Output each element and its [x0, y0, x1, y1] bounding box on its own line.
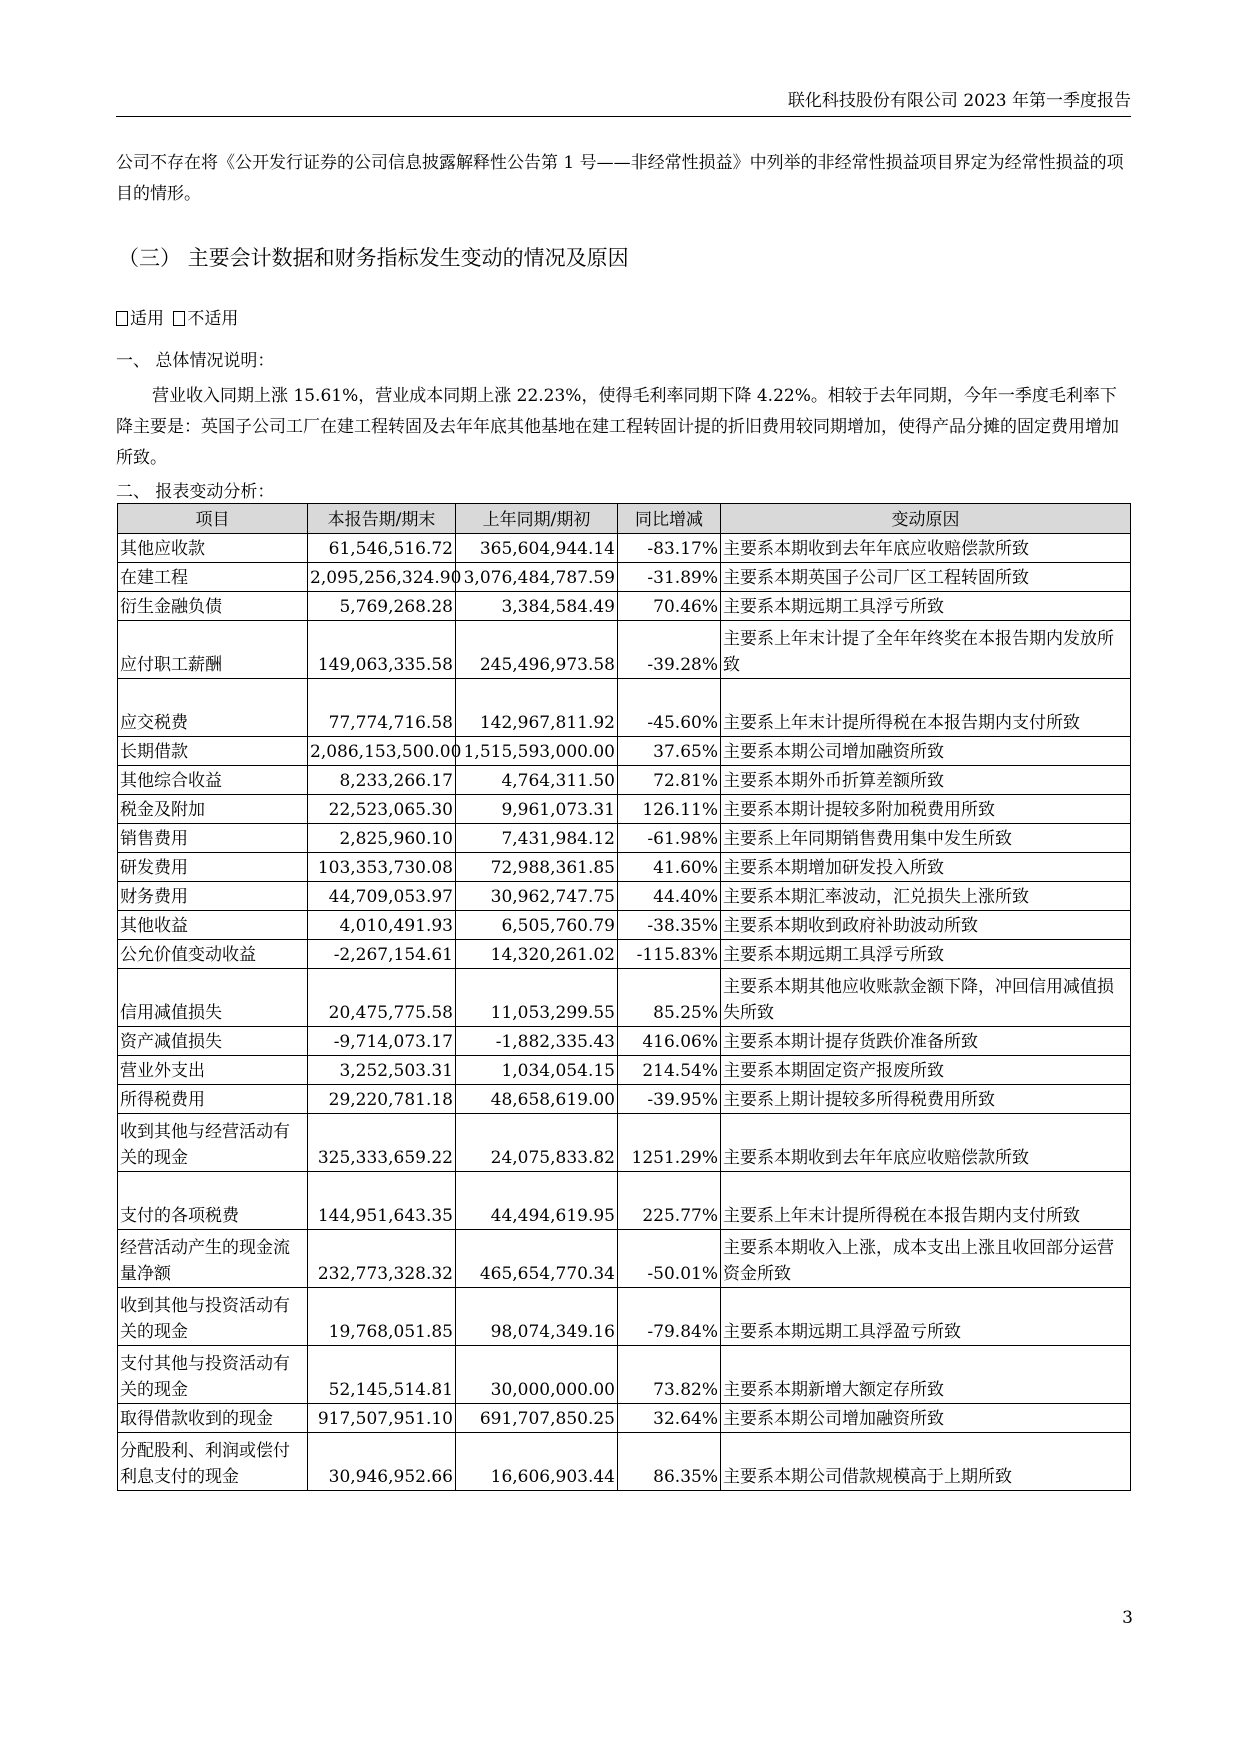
cell-reason: 主要系本期远期工具浮亏所致 — [721, 940, 1131, 969]
cell-reason: 主要系本期收到去年年底应收赔偿款所致 — [721, 534, 1131, 563]
cell-reason: 主要系上年末计提了全年年终奖在本报告期内发放所致 — [721, 621, 1131, 679]
cell-change: 214.54% — [618, 1056, 721, 1085]
cell-reason: 主要系本期计提存货跌价准备所致 — [721, 1027, 1131, 1056]
cell-current: 144,951,643.35 — [308, 1172, 456, 1230]
cell-current: 77,774,716.58 — [308, 679, 456, 737]
cell-current: 22,523,065.30 — [308, 795, 456, 824]
cell-change: 85.25% — [618, 969, 721, 1027]
cell-reason: 主要系上期计提较多所得税费用所致 — [721, 1085, 1131, 1114]
cell-change: -83.17% — [618, 534, 721, 563]
cell-change: 416.06% — [618, 1027, 721, 1056]
cell-prior: 24,075,833.82 — [456, 1114, 618, 1172]
table-row — [118, 1346, 1131, 1404]
cell-reason: 主要系本期计提较多附加税费用所致 — [721, 795, 1131, 824]
cell-current: 149,063,335.58 — [308, 621, 456, 679]
table-header-row — [118, 504, 1131, 534]
cell-current: 2,095,256,324.90 — [308, 563, 456, 592]
section-title: （三） 主要会计数据和财务指标发生变动的情况及原因 — [118, 246, 629, 270]
cell-item: 在建工程 — [118, 563, 308, 592]
not-applicable-label: 不适用 — [187, 309, 239, 329]
cell-current: 29,220,781.18 — [308, 1085, 456, 1114]
cell-item: 其他综合收益 — [118, 766, 308, 795]
cell-item: 分配股利、利润或偿付利息支付的现金 — [118, 1433, 308, 1491]
cell-current: 4,010,491.93 — [308, 911, 456, 940]
page-header — [116, 88, 1131, 117]
change-analysis-table — [117, 503, 1131, 1491]
cell-reason: 主要系本期公司增加融资所致 — [721, 1404, 1131, 1433]
cell-current: 325,333,659.22 — [308, 1114, 456, 1172]
table-row — [118, 1027, 1131, 1056]
checkbox-checked-icon — [116, 311, 128, 326]
non-recurring-statement: 公司不存在将《公开发行证券的公司信息披露解释性公告第 1 号——非经常性损益》中列举的非经常性损益项目界定为经常性损益的项目的情形。 — [116, 153, 1124, 204]
cell-prior: 48,658,619.00 — [456, 1085, 618, 1114]
cell-change: -45.60% — [618, 679, 721, 737]
cell-prior: 11,053,299.55 — [456, 969, 618, 1027]
cell-change: 41.60% — [618, 853, 721, 882]
cell-prior: 6,505,760.79 — [456, 911, 618, 940]
cell-reason: 主要系上年末计提所得税在本报告期内支付所致 — [721, 1172, 1131, 1230]
cell-prior: 3,384,584.49 — [456, 592, 618, 621]
cell-change: 37.65% — [618, 737, 721, 766]
cell-prior: 1,034,054.15 — [456, 1056, 618, 1085]
cell-item: 支付的各项税费 — [118, 1172, 308, 1230]
cell-reason: 主要系本期固定资产报废所致 — [721, 1056, 1131, 1085]
cell-reason: 主要系本期新增大额定存所致 — [721, 1346, 1131, 1404]
cell-reason: 主要系本期收入上涨，成本支出上涨且收回部分运营资金所致 — [721, 1230, 1131, 1288]
table-row — [118, 737, 1131, 766]
cell-item: 收到其他与经营活动有关的现金 — [118, 1114, 308, 1172]
cell-reason: 主要系本期增加研发投入所致 — [721, 853, 1131, 882]
cell-current: 44,709,053.97 — [308, 882, 456, 911]
table-row — [118, 1230, 1131, 1288]
col-header-prior: 上年同期/期初 — [456, 504, 618, 534]
cell-item: 取得借款收到的现金 — [118, 1404, 308, 1433]
cell-item: 销售费用 — [118, 824, 308, 853]
cell-change: -39.95% — [618, 1085, 721, 1114]
cell-reason: 主要系本期外币折算差额所致 — [721, 766, 1131, 795]
cell-item: 经营活动产生的现金流量净额 — [118, 1230, 308, 1288]
cell-reason: 主要系本期收到政府补助波动所致 — [721, 911, 1131, 940]
cell-item: 资产减值损失 — [118, 1027, 308, 1056]
col-header-item: 项目 — [118, 504, 308, 534]
cell-item: 其他应收款 — [118, 534, 308, 563]
table-row — [118, 1114, 1131, 1172]
cell-prior: 4,764,311.50 — [456, 766, 618, 795]
cell-prior: 142,967,811.92 — [456, 679, 618, 737]
cell-prior: 14,320,261.02 — [456, 940, 618, 969]
cell-change: -115.83% — [618, 940, 721, 969]
table-row — [118, 940, 1131, 969]
overview-text: 营业收入同期上涨 15.61%，营业成本同期上涨 22.23%，使得毛利率同期下降 4.22%。相较于去年同期，今年一季度毛利率下降主要是：英国子公司工厂在建工程转固及去年年底其他基地在建工程转固计提的折旧费用较同期增加，使得产品分摊的固定费用增加所致。 — [116, 386, 1119, 468]
cell-prior: 98,074,349.16 — [456, 1288, 618, 1346]
cell-item: 营业外支出 — [118, 1056, 308, 1085]
cell-current: 917,507,951.10 — [308, 1404, 456, 1433]
checkbox-empty-icon — [173, 311, 185, 326]
cell-reason: 主要系本期汇率波动，汇兑损失上涨所致 — [721, 882, 1131, 911]
cell-reason: 主要系本期公司借款规模高于上期所致 — [721, 1433, 1131, 1491]
cell-item: 应交税费 — [118, 679, 308, 737]
cell-current: 3,252,503.31 — [308, 1056, 456, 1085]
cell-change: -79.84% — [618, 1288, 721, 1346]
cell-reason: 主要系本期收到去年年底应收赔偿款所致 — [721, 1114, 1131, 1172]
cell-current: 19,768,051.85 — [308, 1288, 456, 1346]
cell-reason: 主要系本期英国子公司厂区工程转固所致 — [721, 563, 1131, 592]
table-row — [118, 824, 1131, 853]
cell-current: 103,353,730.08 — [308, 853, 456, 882]
cell-current: 8,233,266.17 — [308, 766, 456, 795]
cell-item: 税金及附加 — [118, 795, 308, 824]
cell-reason: 主要系本期公司增加融资所致 — [721, 737, 1131, 766]
table-row — [118, 1404, 1131, 1433]
cell-prior: 1,515,593,000.00 — [456, 737, 618, 766]
table-row — [118, 853, 1131, 882]
col-header-current: 本报告期/期末 — [308, 504, 456, 534]
cell-change: 70.46% — [618, 592, 721, 621]
table-row — [118, 592, 1131, 621]
table-row — [118, 1433, 1131, 1491]
cell-current: 52,145,514.81 — [308, 1346, 456, 1404]
cell-change: 72.81% — [618, 766, 721, 795]
table-row — [118, 882, 1131, 911]
cell-change: 1251.29% — [618, 1114, 721, 1172]
cell-current: 232,773,328.32 — [308, 1230, 456, 1288]
cell-prior: 365,604,944.14 — [456, 534, 618, 563]
cell-change: 73.82% — [618, 1346, 721, 1404]
cell-reason: 主要系本期远期工具浮盈亏所致 — [721, 1288, 1131, 1346]
applicable-label: 适用 — [130, 309, 164, 329]
cell-current: -2,267,154.61 — [308, 940, 456, 969]
cell-item: 研发费用 — [118, 853, 308, 882]
cell-item: 公允价值变动收益 — [118, 940, 308, 969]
cell-item: 衍生金融负债 — [118, 592, 308, 621]
cell-change: 86.35% — [618, 1433, 721, 1491]
cell-change: 225.77% — [618, 1172, 721, 1230]
cell-prior: 465,654,770.34 — [456, 1230, 618, 1288]
cell-item: 信用减值损失 — [118, 969, 308, 1027]
page-number: 3 — [1122, 1608, 1133, 1628]
cell-current: 2,825,960.10 — [308, 824, 456, 853]
cell-current: -9,714,073.17 — [308, 1027, 456, 1056]
table-row — [118, 1085, 1131, 1114]
col-header-change: 同比增减 — [618, 504, 721, 534]
cell-change: -31.89% — [618, 563, 721, 592]
cell-reason: 主要系上年末计提所得税在本报告期内支付所致 — [721, 679, 1131, 737]
cell-prior: 30,000,000.00 — [456, 1346, 618, 1404]
cell-change: -38.35% — [618, 911, 721, 940]
table-row — [118, 621, 1131, 679]
table-row — [118, 563, 1131, 592]
cell-prior: 691,707,850.25 — [456, 1404, 618, 1433]
table-row — [118, 679, 1131, 737]
cell-current: 5,769,268.28 — [308, 592, 456, 621]
table-row — [118, 969, 1131, 1027]
cell-change: 44.40% — [618, 882, 721, 911]
cell-reason: 主要系上年同期销售费用集中发生所致 — [721, 824, 1131, 853]
table-row — [118, 534, 1131, 563]
cell-current: 20,475,775.58 — [308, 969, 456, 1027]
table-row — [118, 911, 1131, 940]
cell-prior: 16,606,903.44 — [456, 1433, 618, 1491]
cell-item: 应付职工薪酬 — [118, 621, 308, 679]
overview-heading: 一、 总体情况说明： — [116, 351, 275, 371]
cell-prior: 245,496,973.58 — [456, 621, 618, 679]
applicability-options — [116, 306, 238, 332]
cell-change: -50.01% — [618, 1230, 721, 1288]
cell-prior: 72,988,361.85 — [456, 853, 618, 882]
cell-change: -39.28% — [618, 621, 721, 679]
table-row — [118, 1172, 1131, 1230]
cell-prior: 30,962,747.75 — [456, 882, 618, 911]
cell-prior: 3,076,484,787.59 — [456, 563, 618, 592]
cell-item: 财务费用 — [118, 882, 308, 911]
cell-reason: 主要系本期远期工具浮亏所致 — [721, 592, 1131, 621]
cell-item: 长期借款 — [118, 737, 308, 766]
cell-prior: -1,882,335.43 — [456, 1027, 618, 1056]
cell-current: 30,946,952.66 — [308, 1433, 456, 1491]
cell-item: 所得税费用 — [118, 1085, 308, 1114]
cell-change: 126.11% — [618, 795, 721, 824]
cell-prior: 44,494,619.95 — [456, 1172, 618, 1230]
cell-prior: 9,961,073.31 — [456, 795, 618, 824]
cell-item: 收到其他与投资活动有关的现金 — [118, 1288, 308, 1346]
cell-current: 2,086,153,500.00 — [308, 737, 456, 766]
cell-item: 其他收益 — [118, 911, 308, 940]
table-row — [118, 795, 1131, 824]
cell-change: -61.98% — [618, 824, 721, 853]
table-row — [118, 1288, 1131, 1346]
cell-item: 支付其他与投资活动有关的现金 — [118, 1346, 308, 1404]
cell-prior: 7,431,984.12 — [456, 824, 618, 853]
report-title: 联化科技股份有限公司 2023 年第一季度报告 — [787, 91, 1131, 111]
cell-current: 61,546,516.72 — [308, 534, 456, 563]
table-row — [118, 1056, 1131, 1085]
analysis-heading: 二、 报表变动分析： — [116, 482, 275, 502]
cell-change: 32.64% — [618, 1404, 721, 1433]
cell-reason: 主要系本期其他应收账款金额下降，冲回信用减值损失所致 — [721, 969, 1131, 1027]
table-row — [118, 766, 1131, 795]
col-header-reason: 变动原因 — [721, 504, 1131, 534]
